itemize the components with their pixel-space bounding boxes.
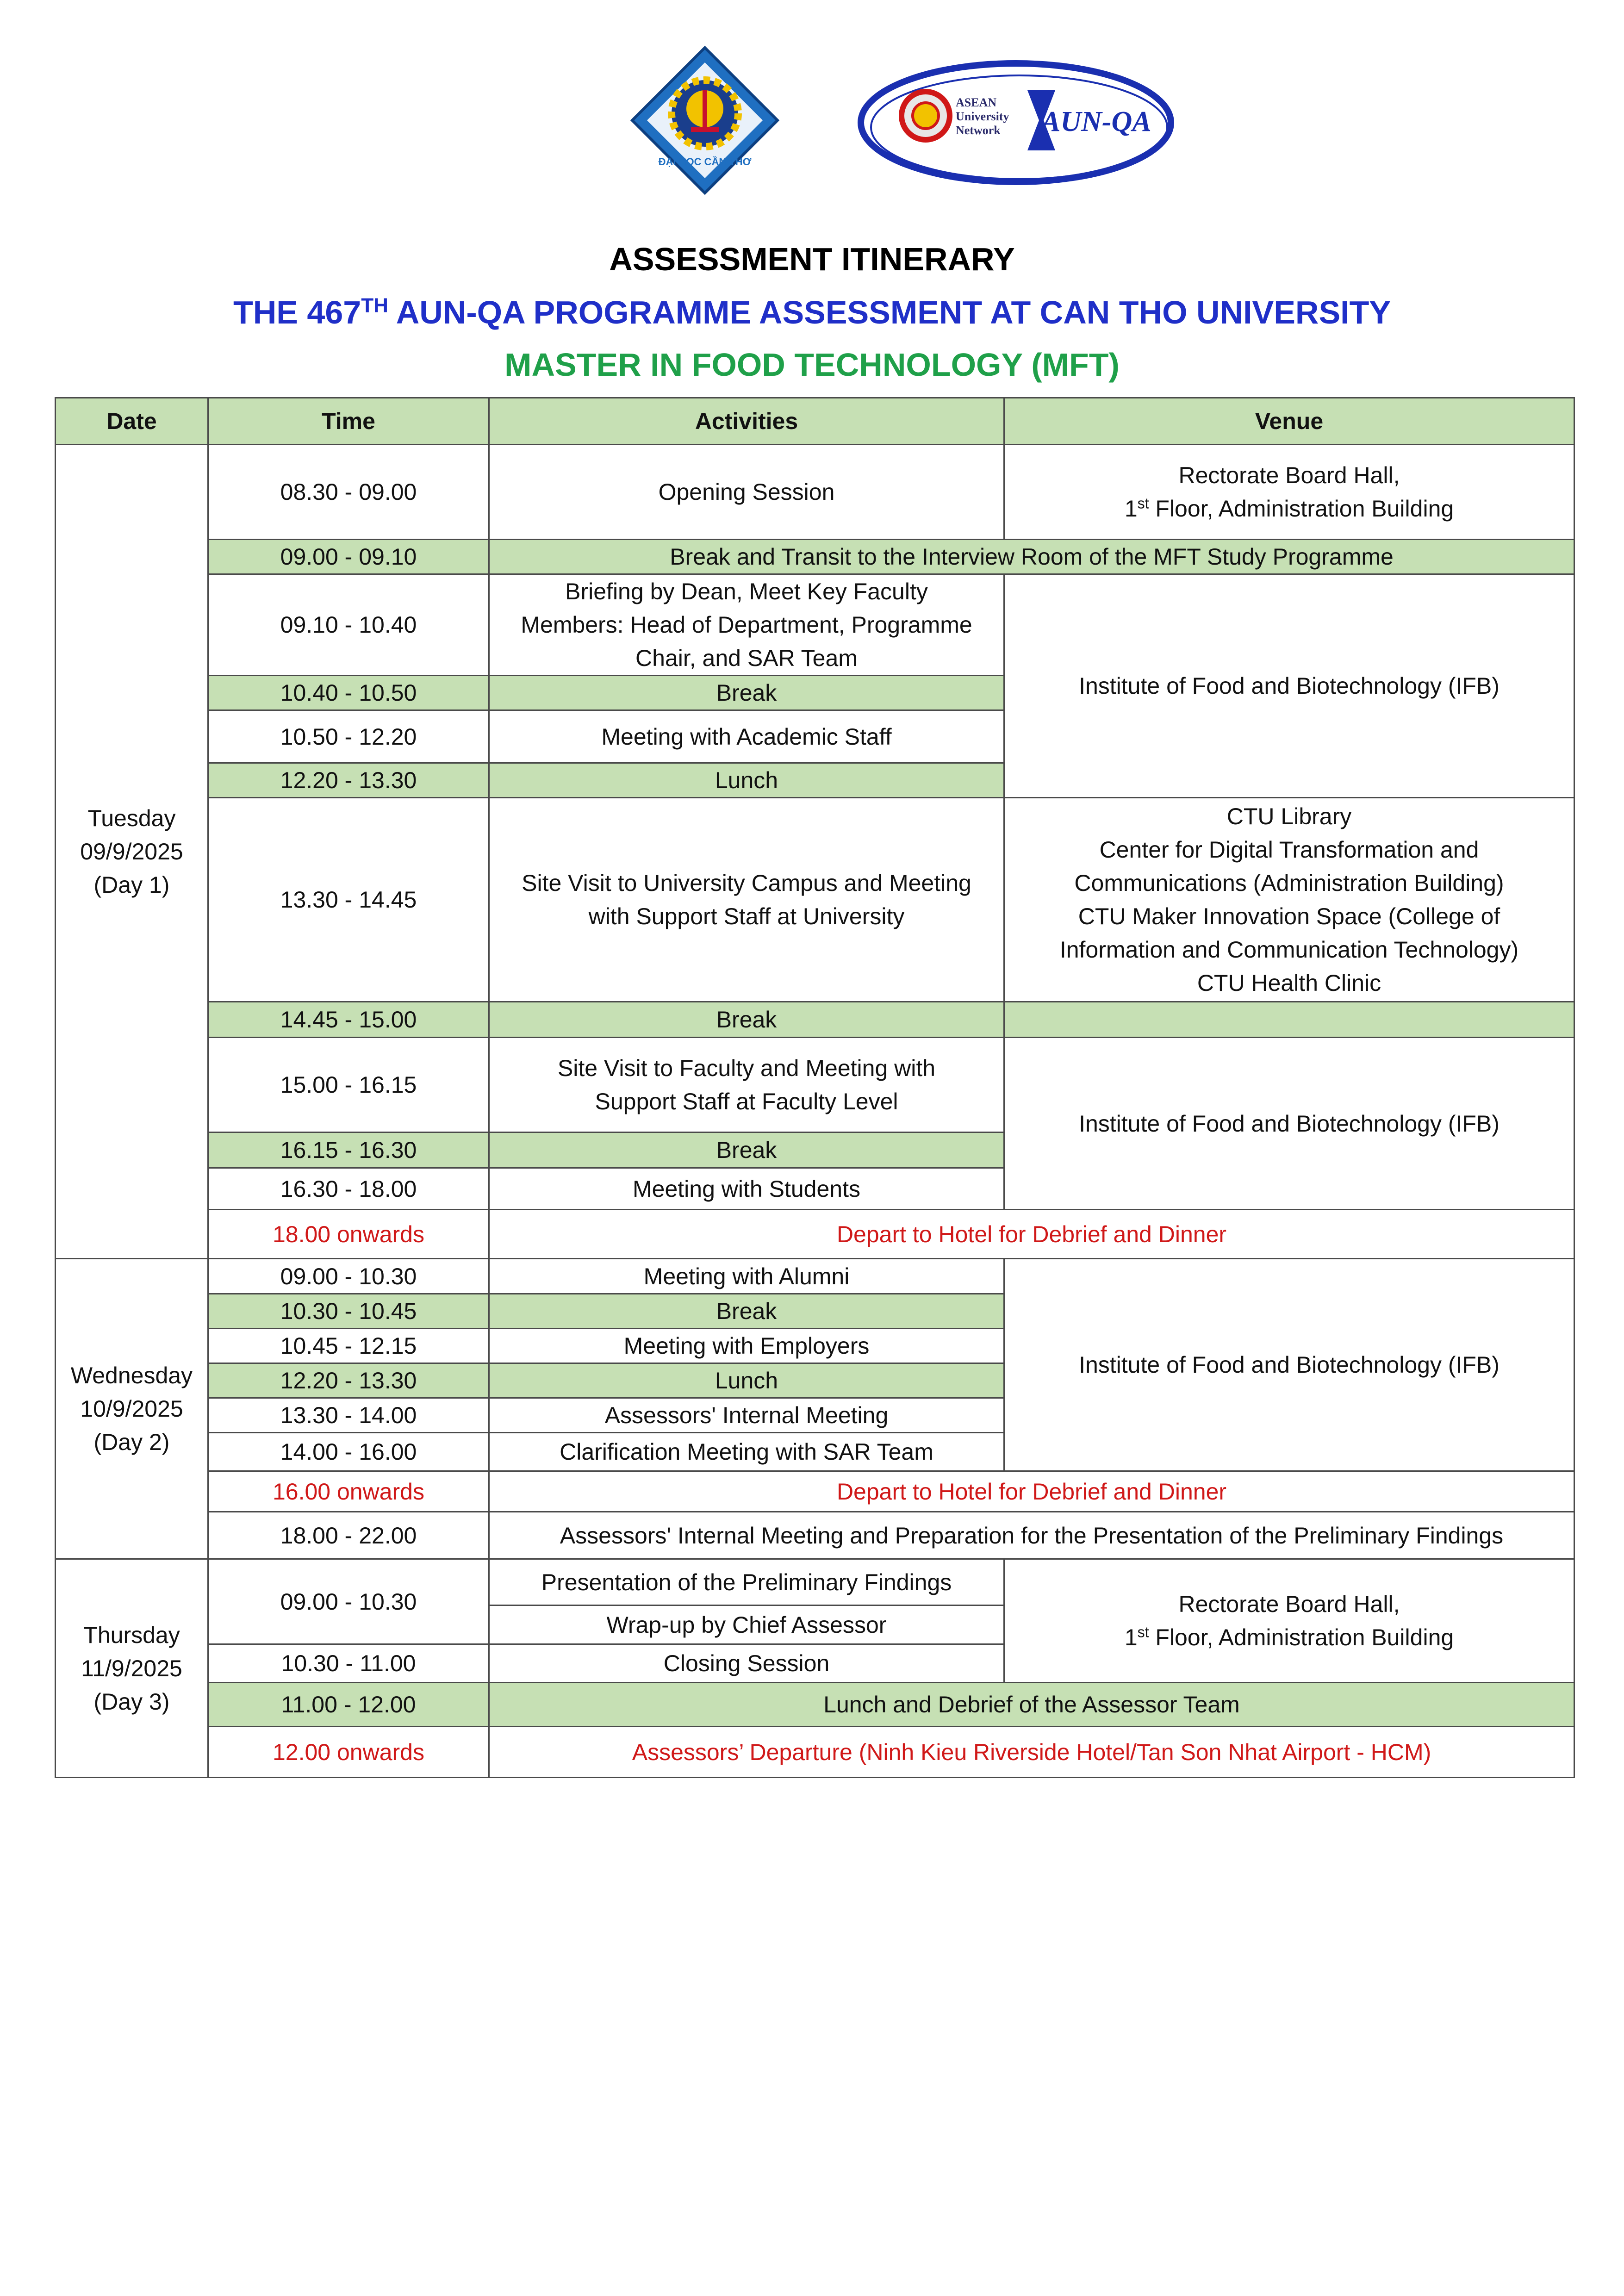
activity-cell: Break — [489, 1002, 1004, 1038]
activity-cell: Site Visit to University Campus and Meeting with Support Staff at University — [489, 798, 1004, 1002]
table-row — [56, 1259, 1574, 1294]
venue-rectorate: Rectorate Board Hall, 1st Floor, Administration Building — [1004, 1559, 1574, 1683]
time-cell: 13.30 - 14.00 — [208, 1398, 489, 1433]
header-time: Time — [208, 398, 489, 445]
table-row — [56, 1038, 1574, 1132]
activity-cell: Meeting with Academic Staff — [489, 710, 1004, 763]
activity-cell: Break — [489, 676, 1004, 710]
venue-ifb: Institute of Food and Biotechnology (IFB) — [1004, 1038, 1574, 1210]
table-row — [56, 798, 1574, 1002]
svg-text:ĐẠI HỌC CẦN THƠ: ĐẠI HỌC CẦN THƠ — [658, 156, 752, 168]
time-cell: 18.00 - 22.00 — [208, 1512, 489, 1559]
page-title: ASSESSMENT ITINERARY — [609, 241, 1015, 277]
activity-cell: Site Visit to Faculty and Meeting with Support Staff at Faculty Level — [489, 1038, 1004, 1132]
activity-cell: Closing Session — [489, 1644, 1004, 1683]
time-cell: 12.20 - 13.30 — [208, 763, 489, 798]
time-cell: 08.30 - 09.00 — [208, 445, 489, 540]
table-header-row — [56, 398, 1574, 445]
activity-cell: Break and Transit to the Interview Room of the MFT Study Programme — [489, 540, 1574, 574]
table-row — [56, 574, 1574, 676]
activity-cell: Assessors' Internal Meeting and Preparation for the Presentation of the Preliminary Findings — [489, 1512, 1574, 1559]
time-cell: 10.30 - 11.00 — [208, 1644, 489, 1683]
day3-date: Thursday 11/9/2025 (Day 3) — [56, 1559, 208, 1778]
time-cell: 09.00 - 10.30 — [208, 1559, 489, 1644]
time-cell: 09.00 - 09.10 — [208, 540, 489, 574]
activity-cell: Presentation of the Preliminary Findings — [489, 1559, 1004, 1605]
time-cell: 16.15 - 16.30 — [208, 1132, 489, 1168]
activity-cell: Depart to Hotel for Debrief and Dinner — [489, 1471, 1574, 1512]
activity-cell: Opening Session — [489, 445, 1004, 540]
day1-date: Tuesday 09/9/2025 (Day 1) — [56, 445, 208, 1259]
itinerary-table — [55, 397, 1575, 1778]
activity-cell: Lunch — [489, 763, 1004, 798]
venue-ifb: Institute of Food and Biotechnology (IFB) — [1004, 574, 1574, 798]
activity-cell: Briefing by Dean, Meet Key Faculty Members: Head of Department, Programme Chair, and SAR Team — [489, 574, 1004, 676]
assessment-subtitle: THE 467TH AUN-QA PROGRAMME ASSESSMENT AT CAN THO UNIVERSITY — [233, 294, 1391, 330]
venue-campus: CTU Library Center for Digital Transformation and Communications (Administration Building) CTU Maker Innovation Space (College of Information and Communication Technology) CTU Health Clinic — [1004, 798, 1574, 1002]
activity-cell: Depart to Hotel for Debrief and Dinner — [489, 1210, 1574, 1259]
activity-cell: Assessors' Internal Meeting — [489, 1398, 1004, 1433]
programme-title: MASTER IN FOOD TECHNOLOGY (MFT) — [504, 347, 1120, 383]
table-row — [56, 1559, 1574, 1605]
time-cell: 13.30 - 14.45 — [208, 798, 489, 1002]
time-cell: 09.10 - 10.40 — [208, 574, 489, 676]
table-row — [56, 1727, 1574, 1778]
time-cell: 18.00 onwards — [208, 1210, 489, 1259]
time-cell: 11.00 - 12.00 — [208, 1683, 489, 1727]
time-cell: 12.00 onwards — [208, 1727, 489, 1778]
table-row — [56, 1210, 1574, 1259]
activity-cell: Clarification Meeting with SAR Team — [489, 1433, 1004, 1471]
time-cell: 10.40 - 10.50 — [208, 676, 489, 710]
activity-cell: Break — [489, 1132, 1004, 1168]
table-row — [56, 1002, 1574, 1038]
time-cell: 16.30 - 18.00 — [208, 1168, 489, 1210]
activity-cell: Meeting with Alumni — [489, 1259, 1004, 1294]
header-venue: Venue — [1004, 398, 1574, 445]
time-cell: 15.00 - 16.15 — [208, 1038, 489, 1132]
svg-text:University: University — [956, 110, 1009, 123]
activity-cell: Break — [489, 1294, 1004, 1329]
time-cell: 10.50 - 12.20 — [208, 710, 489, 763]
time-cell: 10.30 - 10.45 — [208, 1294, 489, 1329]
table-row — [56, 445, 1574, 540]
activity-cell: Meeting with Students — [489, 1168, 1004, 1210]
day2-date: Wednesday 10/9/2025 (Day 2) — [56, 1259, 208, 1559]
header-date: Date — [56, 398, 208, 445]
time-cell: 10.45 - 12.15 — [208, 1329, 489, 1363]
svg-text:Network: Network — [956, 124, 1001, 137]
header-activities: Activities — [489, 398, 1004, 445]
activity-cell: Lunch — [489, 1363, 1004, 1398]
table-row — [56, 1683, 1574, 1727]
activity-cell: Wrap-up by Chief Assessor — [489, 1605, 1004, 1644]
time-cell: 12.20 - 13.30 — [208, 1363, 489, 1398]
venue-ifb: Institute of Food and Biotechnology (IFB) — [1004, 1259, 1574, 1471]
activity-cell: Assessors’ Departure (Ninh Kieu Riverside Hotel/Tan Son Nhat Airport - HCM) — [489, 1727, 1574, 1778]
table-row — [56, 1512, 1574, 1559]
svg-text:ASEAN: ASEAN — [956, 96, 997, 109]
venue-empty — [1004, 1002, 1574, 1038]
time-cell: 16.00 onwards — [208, 1471, 489, 1512]
svg-text:AUN-QA: AUN-QA — [1041, 106, 1151, 137]
activity-cell: Lunch and Debrief of the Assessor Team — [489, 1683, 1574, 1727]
table-row — [56, 540, 1574, 574]
aun-qa-logo — [856, 58, 1176, 187]
time-cell: 14.00 - 16.00 — [208, 1433, 489, 1471]
time-cell: 14.45 - 15.00 — [208, 1002, 489, 1038]
activity-cell: Meeting with Employers — [489, 1329, 1004, 1363]
time-cell: 09.00 - 10.30 — [208, 1259, 489, 1294]
ctu-logo — [628, 44, 781, 197]
venue-rectorate: Rectorate Board Hall, 1st Floor, Administration Building — [1004, 445, 1574, 540]
table-row — [56, 1471, 1574, 1512]
